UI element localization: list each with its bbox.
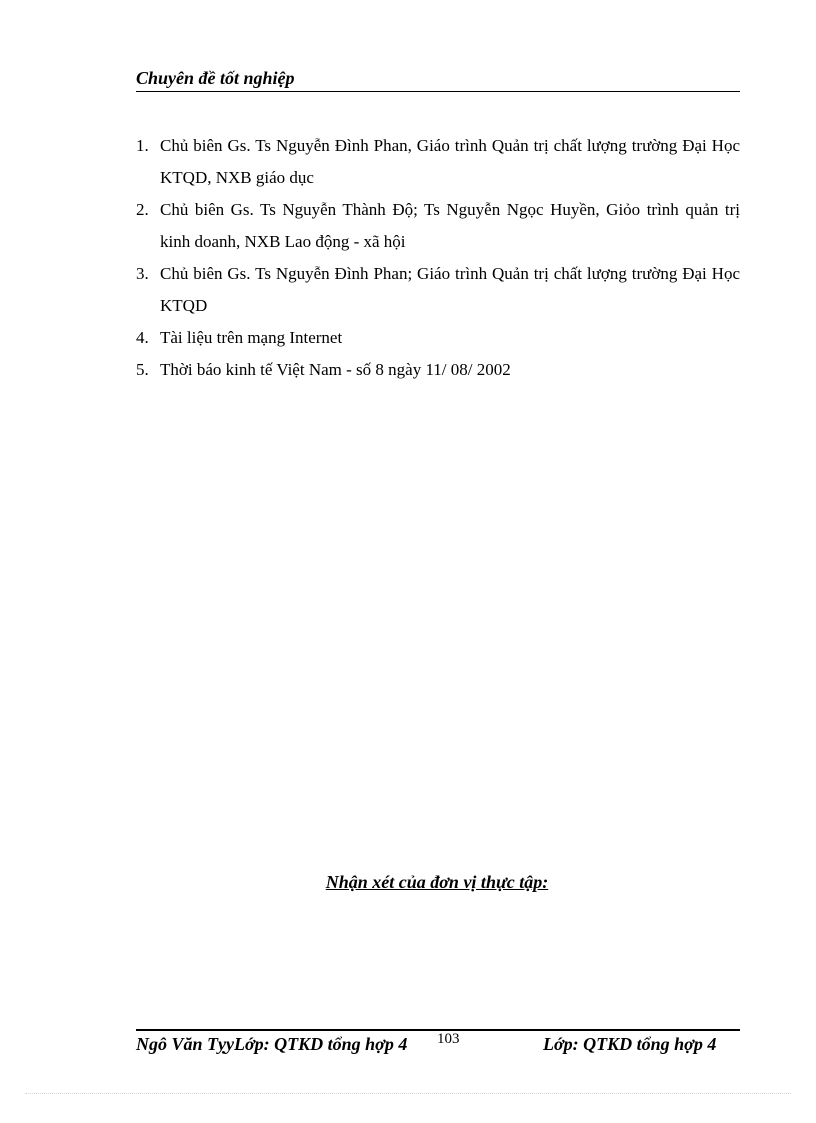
- reference-text: Chủ biên Gs. Ts Nguyễn Đình Phan, Giáo trình Quản trị chất lượng trường Đại Học KTQD, NXB giáo dục: [160, 136, 740, 187]
- reference-text: Chủ biên Gs. Ts Nguyễn Đình Phan; Giáo trình Quản trị chất lượng trường Đại Học KTQD: [160, 264, 740, 315]
- reference-text: Thời báo kinh tế Việt Nam - số 8 ngày 11/ 08/ 2002: [160, 360, 511, 379]
- reference-number: 5.: [136, 360, 149, 379]
- remark-heading: Nhận xét của đơn vị thực tập:: [325, 872, 549, 892]
- reference-item: [136, 354, 740, 386]
- header-divider: [136, 91, 740, 92]
- reference-text: Chủ biên Gs. Ts Nguyễn Thành Độ; Ts Nguyễn Ngọc Huyền, Giỏo trình quản trị kinh doanh, NXB Lao động - xã hội: [160, 200, 740, 251]
- reference-item: [136, 258, 740, 322]
- page-header-title: Chuyên đề tốt nghiệp: [136, 68, 295, 88]
- page-number: 103: [437, 1031, 460, 1047]
- footer-author-class: Ngô Văn TỵyLớp: QTKD tổng hợp 4: [136, 1034, 408, 1054]
- reference-number: 1.: [136, 136, 149, 155]
- reference-number: 4.: [136, 328, 149, 347]
- reference-item: [136, 322, 740, 354]
- reference-item: [136, 194, 740, 258]
- reference-list: [136, 130, 740, 386]
- reference-text: Tài liệu trên mạng Internet: [160, 328, 343, 347]
- reference-number: 3.: [136, 264, 149, 283]
- reference-number: 2.: [136, 200, 149, 219]
- footer-class: Lớp: QTKD tổng hợp 4: [543, 1034, 717, 1054]
- page-bottom-edge: [25, 1093, 791, 1094]
- reference-item: [136, 130, 740, 194]
